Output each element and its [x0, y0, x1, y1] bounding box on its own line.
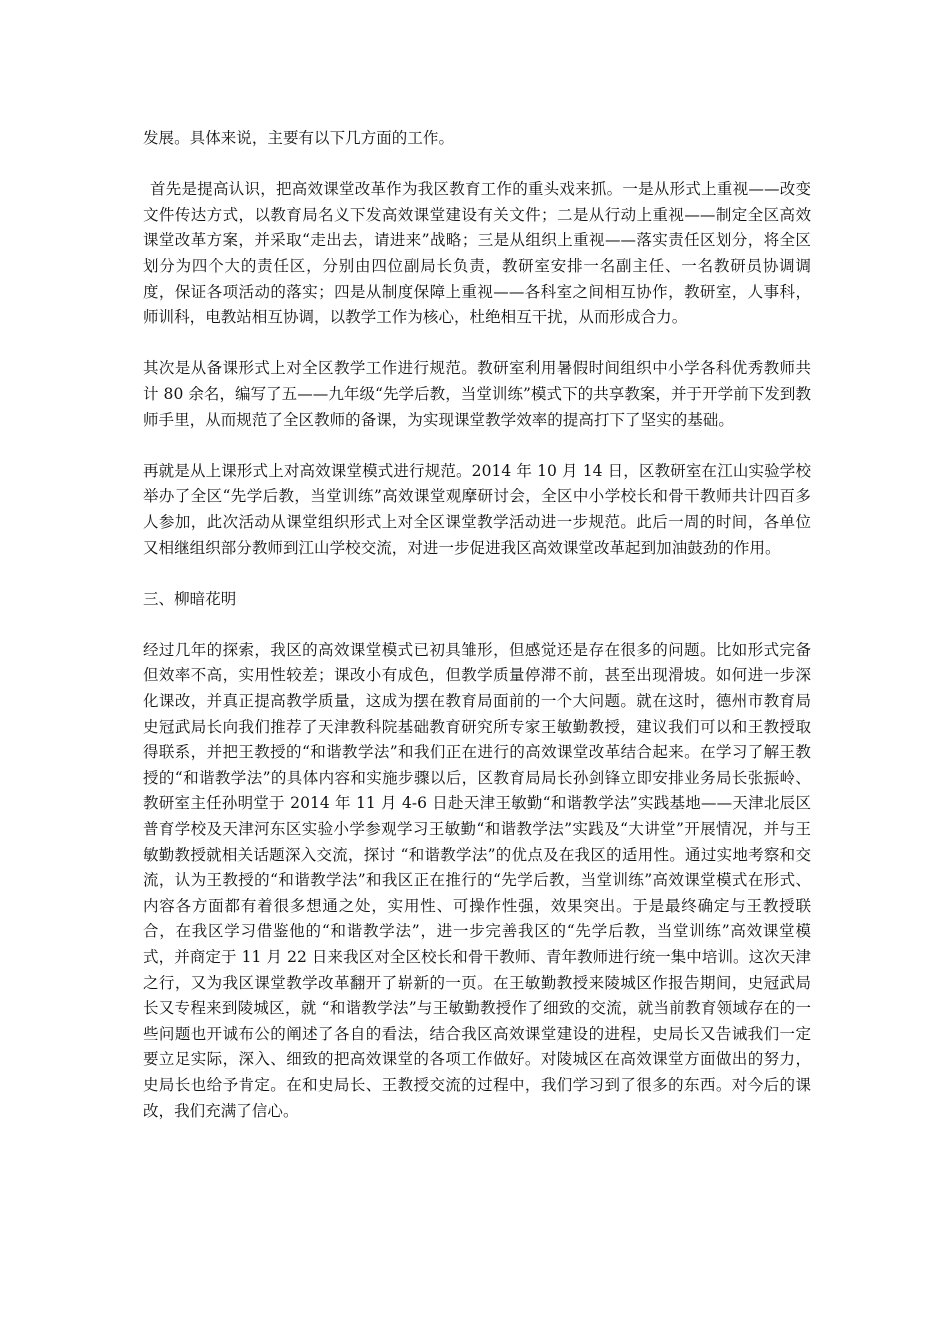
- paragraph-intro-continuation: 发展。具体来说，主要有以下几方面的工作。: [143, 129, 455, 147]
- document-body: [143, 126, 811, 1150]
- paragraph-raise-awareness: 首先是提高认识，把高效课堂改革作为我区教育工作的重头戏来抓。一是从形式上重视——改变文件传达方式，以教育局名义下发高效课堂建设有关文件；二是从行动上重视——制定全区高效课堂改革方案，并采取“走出去，请进来”战略；三是从组织上重视——落实责任区划分，将全区划分为四个大的责任区，分别由四位副局长负责，教研室安排一名副主任、一名教研员协调调度，保证各项活动的落实；四是从制度保障上重视——各科室之间相互协作，教研室，人事科，师训科，电教站相互协调，以教学工作为核心，杜绝相互干扰，从而形成合力。: [143, 180, 811, 327]
- paragraph-class-form-standard: 再就是从上课形式上对高效课堂模式进行规范。2014 年 10 月 14 日，区教研室在江山实验学校举办了全区“先学后教，当堂训练”高效课堂观摩研讨会，全区中小学校长和骨干教师共计四百多人参加，此次活动从课堂组织形式上对全区课堂教学活动进一步规范。此后一周的时间，各单位又相继组织部分教师到江山学校交流，对进一步促进我区高效课堂改革起到加油鼓劲的作用。: [143, 461, 811, 557]
- section-heading: 三、柳暗花明: [143, 589, 237, 608]
- paragraph-lesson-prep-standard: 其次是从备课形式上对全区教学工作进行规范。教研室利用暑假时间组织中小学各科优秀教师共计 80 余名，编写了五——九年级“先学后教，当堂训练”模式下的共享教案，并于开学前下发到教师手里，从而规范了全区教师的备课，为实现课堂教学效率的提高打下了坚实的基础。: [143, 359, 811, 429]
- paragraph-exploration: 经过几年的探索，我区的高效课堂模式已初具雏形，但感觉还是存在很多的问题。比如形式完备但效率不高，实用性较差；课改小有成色，但教学质量停滞不前，甚至出现滑坡。如何进一步深化课改，并真正提高教学质量，这成为摆在教育局面前的一个大问题。就在这时，德州市教育局史冠武局长向我们推荐了天津教科院基础教育研究所专家王敏勤教授，建议我们可以和王教授取得联系，并把王教授的“和谐教学法”和我们正在进行的高效课堂改革结合起来。在学习了解王教授的“和谐教学法”的具体内容和实施步骤以后，区教育局局长孙剑锋立即安排业务局长张振岭、教研室主任孙明堂于 2014 年 11 月 4-6 日赴天津王敏勤“和谐教学法”实践基地——天津北辰区普育学校及天津河东区实验小学参观学习王敏勤“和谐教学法”实践及“大讲堂”开展情况，并与王敏勤教授就相关话题深入交流，探讨 “和谐教学法”的优点及在我区的适用性。通过实地考察和交流，认为王教授的“和谐教学法”和我区正在推行的“先学后教，当堂训练”高效课堂模式在形式、内容各方面都有着很多想通之处，实用性、可操作性强，效果突出。于是最终确定与王教授联合，在我区学习借鉴他的“和谐教学法”，进一步完善我区的“先学后教，当堂训练”高效课堂模式，并商定于 11 月 22 日来我区对全区校长和骨干教师、青年教师进行统一集中培训。这次天津之行，又为我区课堂教学改革翻开了崭新的一页。在王敏勤教授来陵城区作报告期间，史冠武局长又专程来到陵城区，就 “和谐教学法”与王敏勤教授作了细致的交流，就当前教育领域存在的一些问题也开诚布公的阐述了各自的看法，结合我区高效课堂建设的进程，史局长又告诫我们一定要立足实际，深入、细致的把高效课堂的各项工作做好。对陵城区在高效课堂方面做出的努力，史局长也给予肯定。在和史局长、王教授交流的过程中，我们学习到了很多的东西。对今后的课改，我们充满了信心。: [143, 640, 811, 1120]
